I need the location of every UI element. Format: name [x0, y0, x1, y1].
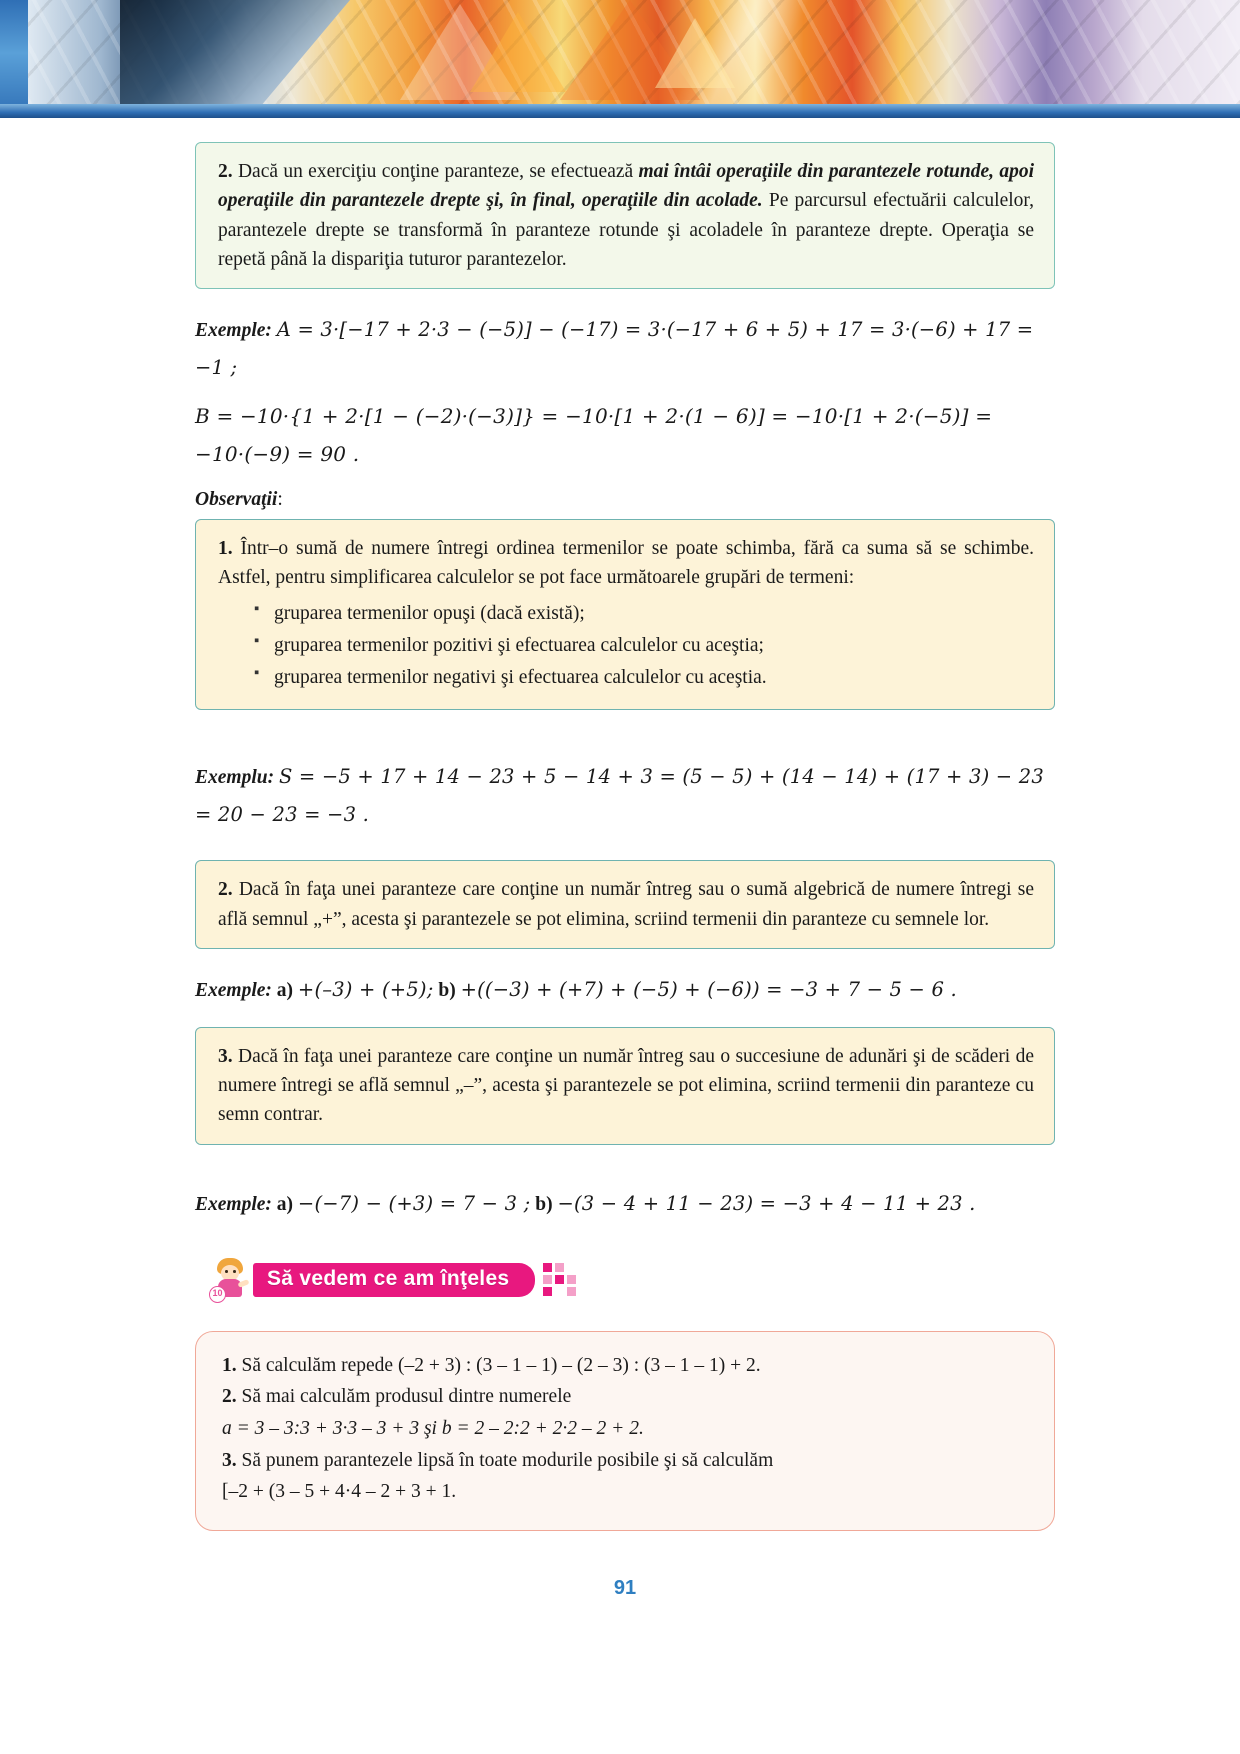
examples-4-a-expression: −(−7) − (+3) = 7 − 3 ;: [297, 1191, 531, 1215]
examples-3-a-expression: +(–3) + (+5);: [297, 977, 434, 1001]
example-colon-2: :: [267, 767, 275, 789]
example-expression-B: B = −10·{1 + 2·[1 − (−2)·(−3)]} = −10·[1 + 2·(1 − 6)] = −10·[1 + 2·(−5)] = −10·(−9) = 90 .: [195, 404, 993, 467]
rule-box-number: 2.: [218, 161, 233, 182]
task-item-1: [222, 1350, 1028, 1382]
rule-box-text-2: Pe parcursul efectuării calculelor, parantezele drepte se transformă în paranteze rotunde şi acoladele în paranteze drepte. Operaţia se repetă până la dispariţia tuturor parantezelor.: [218, 190, 1034, 270]
task-3-number: 3.: [222, 1449, 237, 1471]
rule-box-parentheses: [195, 142, 1055, 289]
example-expression-A: A = 3·[−17 + 2·3 − (−5)] − (−17) = 3·(−17 + 6 + 5) + 17 = 3·(−6) + 17 = −1 ;: [195, 318, 1034, 380]
observations-heading-colon: :: [277, 489, 283, 511]
observation-1-text: Într–o sumă de numere întregi ordinea termenilor se poate schimba, fără ca suma să se schimbe. Astfel, pentru simplificarea calculelor se pot face următoarele grupări de termeni:: [218, 538, 1034, 589]
observation-box-1: [195, 519, 1055, 710]
examples-label-1: Exemple: [195, 320, 266, 341]
examples-block-3: [195, 971, 1055, 1009]
examples-colon-1: :: [265, 320, 272, 341]
examples-label-3: Exemple: [195, 979, 266, 1001]
observation-2-number: 2.: [218, 879, 233, 901]
examples-colon-4: :: [265, 1193, 272, 1215]
examples-4-b-label: b): [535, 1193, 553, 1215]
example-block-2: [195, 758, 1055, 834]
page-header-artwork: [0, 0, 1240, 118]
observation-3-text: Dacă în faţa unei paranteze care conţine un număr întreg sau o succesiune de adunări şi de scăderi de numere întregi se află semnul „–”, acesta şi parantezele se pot elimina, scriind termenii din paranteze cu semn contrar.: [218, 1045, 1034, 1126]
task-2-number: 2.: [222, 1386, 237, 1408]
examples-block-4: [195, 1185, 1055, 1223]
examples-3-a-label: a): [276, 979, 294, 1001]
task-3-text: Să punem parantezele lipsă în toate modurile posibile şi să calculăm: [236, 1449, 774, 1471]
task-2-text: Să mai calculăm produsul dintre numerele: [236, 1386, 572, 1408]
observations-heading-text: Observaţii: [195, 489, 278, 511]
example-label-2: Exemplu: [195, 767, 268, 789]
mascot-girl-icon: [209, 1257, 251, 1303]
task-item-2: [222, 1381, 1028, 1413]
section-banner-title: Să vedem ce am înţeles: [253, 1263, 535, 1297]
page-number: 91: [613, 1576, 637, 1599]
task-2-formula: a = 3 – 3:3 + 3·3 – 3 + 3 şi b = 2 – 2:2 + 2·2 – 2 + 2.: [222, 1417, 644, 1439]
task-3-formula: [–2 + (3 – 5 + 4·4 – 2 + 3 + 1.: [222, 1481, 457, 1503]
task-item-3: [222, 1445, 1028, 1477]
task-1-text: Să calculăm repede (–2 + 3) : (3 – 1 – 1) – (2 – 3) : (3 – 1 – 1) + 2.: [236, 1354, 761, 1376]
task-1-number: 1.: [222, 1354, 237, 1376]
task-item-3-continued: [222, 1476, 1028, 1508]
observation-box-2: [195, 860, 1055, 949]
observation-1-number: 1.: [218, 538, 233, 560]
content-column: [185, 142, 1055, 1600]
examples-4-a-label: a): [276, 1193, 294, 1215]
examples-3-b-label: b): [438, 979, 456, 1001]
examples-label-4: Exemple: [195, 1193, 266, 1215]
list-item: ▪ gruparea termenilor negativi şi efectuarea calculelor cu aceştia.: [254, 663, 1034, 692]
header-bottom-rule: [0, 104, 1240, 118]
example-expression-S: S = −5 + 17 + 14 − 23 + 5 − 14 + 3 = (5 − 5) + (14 − 14) + (17 + 3) − 23 = 20 − 23 = −3 .: [195, 765, 1044, 827]
rule-box-emphasis: mai întâi operaţiile din parantezele rotunde, apoi operaţiile din parantezele drepte şi, în final, operaţiile din acolade.: [218, 161, 1035, 212]
section-banner-squares-decoration: [543, 1263, 576, 1296]
observation-box-3: [195, 1027, 1055, 1145]
mascot-badge-number: 10: [209, 1286, 226, 1303]
list-item: ▪ gruparea termenilor pozitivi şi efectuarea calculelor cu aceştia;: [254, 631, 1034, 660]
rule-box-text-1: Dacă un exerciţiu conţine paranteze, se efectuează: [232, 161, 639, 182]
task-item-2-continued: [222, 1413, 1028, 1445]
header-triangle-2: [470, 12, 566, 92]
examples-3-b-expression: +((−3) + (+7) + (−5) + (−6)) = −3 + 7 − 5 − 6 .: [460, 977, 957, 1001]
examples-block-1: [195, 311, 1055, 473]
examples-4-b-expression: −(3 − 4 + 11 − 23) = −3 + 4 − 11 + 23 .: [557, 1191, 976, 1215]
observation-3-number: 3.: [218, 1045, 233, 1067]
observations-heading: [195, 489, 1055, 511]
observation-1-bullet-list: [218, 599, 1034, 693]
list-item: ▪ gruparea termenilor opuşi (dacă există);: [254, 599, 1034, 628]
section-banner: [209, 1257, 1055, 1303]
header-left-blue-bar: [0, 0, 28, 118]
header-triangle-4: [655, 18, 735, 88]
observation-2-text: Dacă în faţa unei paranteze care conţine un număr întreg sau o sumă algebrică de numere întregi se află semnul „+”, acesta şi parantezele se pot elimina, scriind termenii din paranteze cu semnele lor.: [218, 879, 1034, 930]
page-body: [0, 118, 1240, 1600]
tasks-box: [195, 1331, 1055, 1531]
examples-colon-3: :: [265, 979, 272, 1001]
